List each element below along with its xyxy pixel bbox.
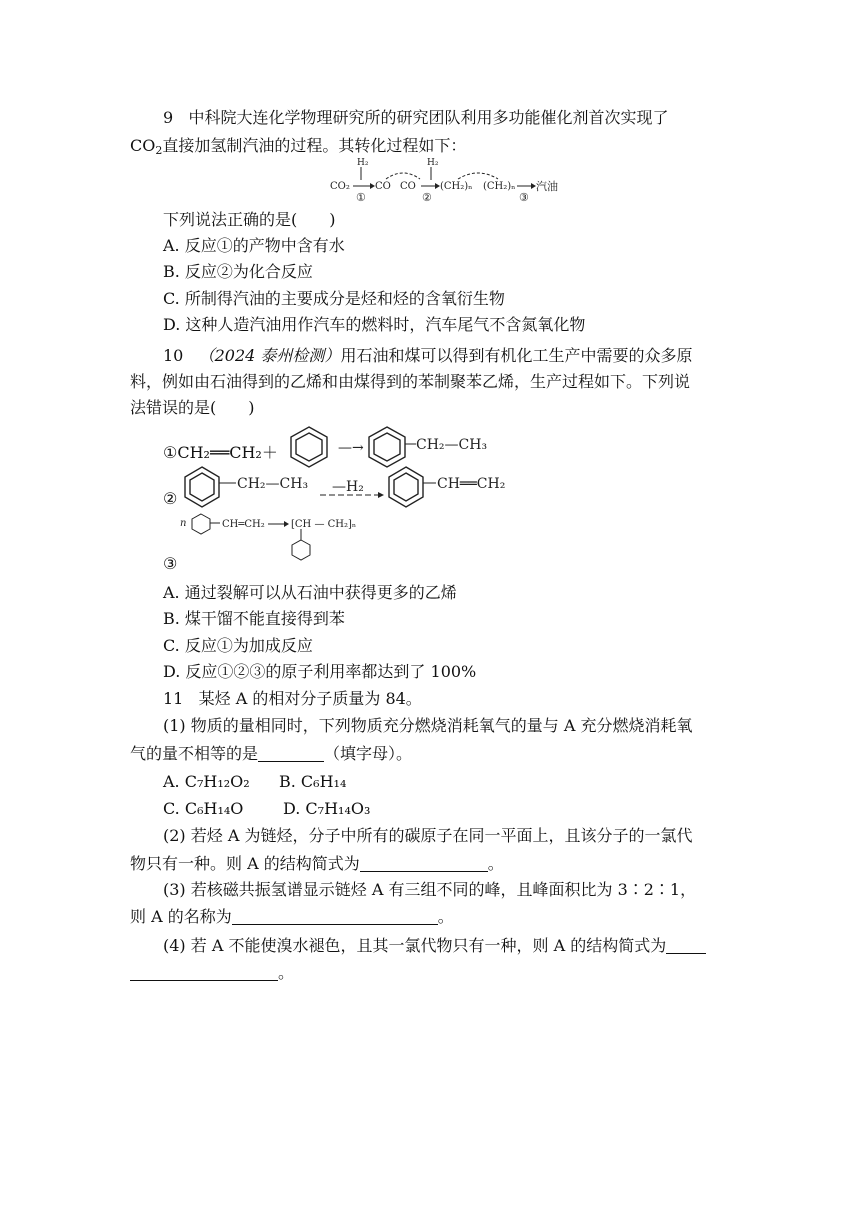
answer-blank-3[interactable] — [232, 908, 438, 925]
q11-choice-a: A. C₇H₁₂O₂ — [163, 772, 250, 791]
r3-scheme — [180, 510, 380, 570]
dash-arrow-1 — [386, 173, 420, 179]
step-2: ② — [422, 191, 432, 204]
r2-condition: —H₂ — [332, 479, 364, 495]
q9-stem-1: 中科院大连化学物理研究所的研究团队利用多功能催化剂首次实现了 — [188, 108, 669, 127]
q10-option-b: B. 煤干馏不能直接得到苯 — [163, 609, 345, 628]
step-3: ③ — [519, 191, 529, 204]
r2-ethyl: CH₂—CH₃ — [237, 476, 309, 492]
q11-p4-text: (4) 若 A 不能使溴水褪色，且其一氯代物只有一种，则 A 的结构简式为 — [163, 936, 667, 955]
q11-choice-b: B. C₆H₁₄ — [279, 772, 347, 791]
benzene-ring-6 — [292, 540, 310, 560]
q10-stem-1: 用石油和煤可以得到有机化工生产中需要的众多原 — [340, 346, 693, 365]
q9-line1 — [163, 108, 668, 128]
benzene-ring-5 — [192, 514, 210, 534]
r2-label: ② — [163, 489, 178, 508]
q11-p3-tail: 。 — [437, 907, 454, 926]
q9-option-a: A. 反应①的产物中含有水 — [163, 236, 345, 255]
q11-p2-line1: (2) 若烃 A 为链烃，分子中所有的碳原子在同一平面上，且该分子的一氯代 — [163, 826, 693, 845]
ch2n-b: (CH₂)ₙ — [483, 181, 516, 192]
q9-number: 9 — [163, 108, 174, 127]
q11-p1-line2 — [130, 744, 412, 764]
r1-label: ①CH₂══CH₂＋ — [163, 443, 278, 462]
q11-p1-text: 气的量不相等的是 — [130, 744, 259, 763]
r2-arrow-head — [378, 492, 384, 498]
q10-source: （2024 泰州检测） — [198, 346, 341, 365]
q11-choice-c: C. C₆H₁₄O — [163, 799, 244, 818]
q9-question: 下列说法正确的是( ) — [163, 210, 336, 229]
benzene-inner-3 — [190, 473, 214, 501]
q9-line2 — [130, 136, 466, 156]
q11-stem: 某烃 A 的相对分子质量为 84。 — [198, 689, 422, 708]
co-a: CO — [375, 181, 391, 192]
co2-formula: CO — [130, 136, 156, 155]
q10-option-d: D. 反应①②③的原子利用率都达到了 100% — [163, 662, 477, 681]
r3-arrow-head — [284, 521, 289, 527]
q11-p4-tail: 。 — [278, 963, 295, 982]
gasoline: 汽油 — [536, 180, 558, 193]
h2-label-1: H₂ — [357, 158, 369, 168]
r1-arrow: —→ — [338, 440, 364, 456]
q11-p1-tail: （填字母）。 — [324, 744, 413, 763]
r3-polymer: [CH — CH₂]ₙ — [291, 519, 357, 530]
step-1: ① — [356, 191, 366, 204]
q11-p3-line1: (3) 若核磁共振氢谱显示链烃 A 有三组不同的峰，且峰面积比为 3∶2∶1， — [163, 880, 697, 899]
q9-option-c: C. 所制得汽油的主要成分是烃和烃的含氧衍生物 — [163, 289, 505, 308]
q11-number: 11 — [163, 689, 184, 708]
q11-p2-line2 — [130, 854, 504, 874]
q10-stem-2: 料，例如由石油得到的乙烯和由煤得到的苯制聚苯乙烯，生产过程如下。下列说 — [130, 372, 691, 391]
r3-label: ③ — [163, 554, 178, 573]
benzene-inner-1 — [296, 433, 322, 461]
q9-option-d: D. 这种人造汽油用作汽车的燃料时，汽车尾气不含氮氧化物 — [163, 315, 586, 334]
benzene-inner-4 — [394, 473, 418, 501]
r2-vinyl: CH══CH₂ — [437, 476, 506, 492]
q11-line1 — [163, 689, 422, 709]
q10-stem-3: 法错误的是( ) — [130, 398, 255, 417]
answer-blank-1[interactable] — [258, 745, 324, 762]
q10-line1 — [163, 346, 692, 366]
q11-p4-line1 — [163, 936, 706, 956]
r2-scheme — [182, 463, 522, 511]
q10-number: 10 — [163, 346, 184, 365]
q11-p2-tail: 。 — [487, 854, 504, 873]
answer-blank-4b[interactable] — [130, 964, 278, 981]
h2-label-2: H₂ — [427, 158, 439, 168]
q11-p4-line2 — [130, 963, 294, 983]
answer-blank-4a[interactable] — [666, 937, 706, 954]
q11-p1-line1: (1) 物质的量相同时，下列物质充分燃烧消耗氧气的量与 A 充分燃烧消耗氧 — [163, 716, 693, 735]
co2-subscript: 2 — [155, 144, 163, 157]
q10-option-c: C. 反应①为加成反应 — [163, 636, 313, 655]
dash-arrow-2 — [458, 173, 498, 179]
q11-choice-d: D. C₇H₁₄O₃ — [283, 799, 371, 818]
co-b: CO — [400, 181, 416, 192]
benzene-inner-2 — [374, 433, 400, 461]
q9-stem-2: 直接加氢制汽油的过程。其转化过程如下： — [162, 136, 467, 155]
co2: CO₂ — [330, 181, 350, 192]
ch2n-a: (CH₂)ₙ — [440, 181, 473, 192]
r3-n: n — [180, 518, 187, 529]
q10-option-a: A. 通过裂解可以从石油中获得更多的乙烯 — [163, 583, 457, 602]
q11-p2-text: 物只有一种。则 A 的结构简式为 — [130, 854, 360, 873]
q11-p3-line2 — [130, 907, 454, 927]
r3-monomer: CH═CH₂ — [222, 519, 265, 530]
q9-scheme — [328, 155, 568, 205]
answer-blank-2[interactable] — [360, 855, 488, 872]
r1-ethyl: CH₂—CH₃ — [416, 437, 488, 453]
q11-p3-text: 则 A 的名称为 — [130, 907, 232, 926]
q9-option-b: B. 反应②为化合反应 — [163, 262, 313, 281]
